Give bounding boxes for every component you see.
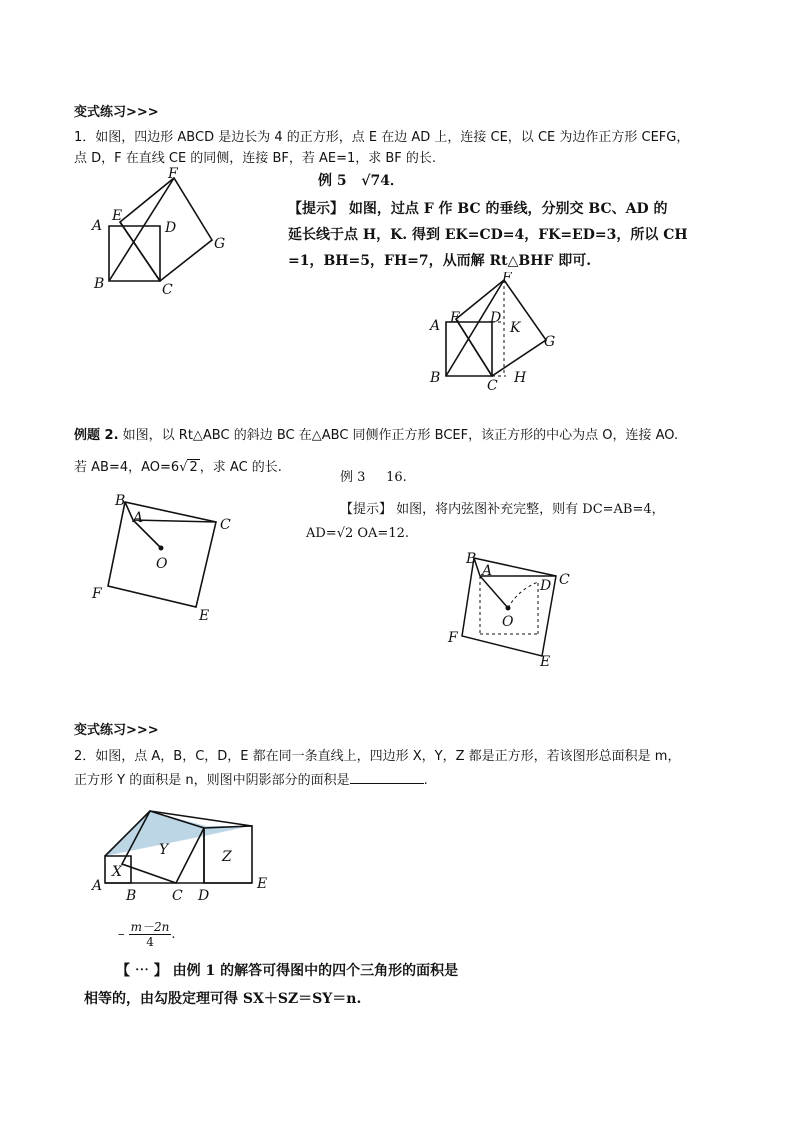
f2-label-k: K (510, 320, 521, 336)
example2-coef: 6 (170, 460, 180, 475)
f3-label-f: F (92, 586, 102, 602)
f5-label-z: Z (222, 849, 232, 865)
f3-label-c: C (220, 517, 231, 533)
f5-label-d: D (198, 888, 210, 904)
f4-label-e: E (540, 654, 551, 668)
f4-label-d: D (540, 578, 552, 594)
answer2 (340, 466, 407, 490)
f1-label-g: G (214, 236, 226, 252)
answer3-prefix: – (118, 927, 125, 942)
answer3 (118, 920, 176, 950)
f4-label-c: C (559, 572, 570, 588)
figure-square-abcd (88, 166, 228, 296)
example2-prefix: 若 AB=4，AO= (74, 460, 171, 475)
answer3-suffix: . (171, 927, 176, 942)
problem2-line2 (74, 770, 428, 790)
f1-label-a: A (92, 218, 103, 234)
figure-hint2 (446, 550, 576, 668)
example2-radicand: 2 (189, 460, 198, 475)
f2-label-b: B (430, 370, 441, 386)
hint3-line1: 【 ⋯ 】 由例 1 的解答可得图中的四个三角形的面积是 (116, 963, 459, 979)
example2-suffix: ，求 AC 的长. (199, 460, 282, 475)
example2-label: 例题 2. (74, 428, 119, 443)
f1-label-e: E (112, 208, 123, 224)
f3-label-o: O (156, 556, 168, 572)
f3-label-a: A (133, 510, 144, 526)
f2-label-g: G (544, 334, 556, 350)
answer3-fraction (129, 920, 172, 949)
f1-label-c: C (162, 282, 173, 296)
hint2-line2: AD=√2 OA=12. (306, 526, 410, 541)
problem2-text: 正方形 Y 的面积是 n，则图中阴影部分的面积是 (74, 773, 350, 788)
problem2-line1: 2．如图，点 A，B，C，D，E 都在同一条直线上，四边形 X，Y，Z 都是正方形，若该图形总面积是 m， (74, 749, 681, 764)
f5-label-c: C (172, 888, 183, 904)
answer2-value: 16. (386, 470, 407, 485)
answer2-label: 例 3 (340, 470, 366, 485)
f1-label-b: B (94, 276, 105, 292)
problem1-line2: 点 D，F 在直线 CE 的同侧，连接 BF，若 AE=1，求 BF 的长. (74, 151, 437, 166)
f3-label-e: E (199, 608, 210, 624)
hint1-line1: 【提示】 如图，过点 F 作 BC 的垂线，分别交 BC、AD 的 (288, 201, 668, 217)
f2-label-c: C (487, 378, 498, 390)
answer1-label: 例 5 (318, 173, 347, 189)
answer3-denominator: 4 (146, 935, 154, 949)
f1-label-f: F (168, 166, 178, 182)
example2-line1 (74, 426, 678, 445)
f3-label-b: B (115, 493, 126, 509)
hint1-line2: 延长线于点 H，K. 得到 EK=CD=4，FK=ED=3，所以 CH (288, 227, 688, 243)
f2-label-d: D (490, 310, 502, 326)
f4-label-b: B (466, 551, 477, 567)
figure-hint1 (424, 272, 574, 390)
hint2-line1: 【提示】 如图，将内弦图补充完整，则有 DC=AB=4， (340, 502, 665, 517)
section2-heading: 变式练习>>> (74, 723, 159, 738)
answer3-numerator: m－2n (130, 920, 170, 934)
f2-label-f: F (502, 272, 512, 286)
example2-text: 如图，以 Rt△ABC 的斜边 BC 在△ABC 同侧作正方形 BCEF，该正方形的中心为点 O，连接 AO. (122, 428, 679, 443)
f4-label-a: A (482, 563, 493, 579)
f5-label-y: Y (159, 842, 169, 858)
hint3-line2: 相等的，由勾股定理可得 SX＋SZ＝SY＝n. (84, 991, 362, 1007)
f5-label-e: E (257, 876, 268, 892)
hint1-line3: =1，BH=5，FH=7，从而解 Rt△BHF 即可. (288, 253, 592, 269)
f5-label-a: A (92, 878, 103, 894)
f2-label-a: A (430, 318, 441, 334)
section1-heading: 变式练习>>> (74, 105, 159, 120)
problem2-end: . (423, 773, 428, 788)
figure-squares-xyz (86, 806, 276, 904)
problem1-line1: 1．如图，四边形 ABCD 是边长为 4 的正方形，点 E 在边 AD 上，连接 CE，以 CE 为边作正方形 CEFG， (74, 130, 690, 145)
f5-label-x: X (112, 864, 122, 880)
f2-label-h: H (514, 370, 527, 386)
f4-label-f: F (448, 630, 458, 646)
f1-label-d: D (165, 220, 177, 236)
example2-line2: 若 AB=4，AO=6√ 2 ，求 AC 的长. (74, 460, 282, 475)
f5-label-b: B (126, 888, 137, 904)
figure-square-bcef (88, 490, 238, 624)
f4-label-o: O (502, 614, 514, 630)
answer1-value: √74． (361, 173, 404, 189)
answer1 (318, 168, 404, 194)
f2-label-e: E (450, 310, 461, 326)
answer-blank (350, 770, 424, 784)
